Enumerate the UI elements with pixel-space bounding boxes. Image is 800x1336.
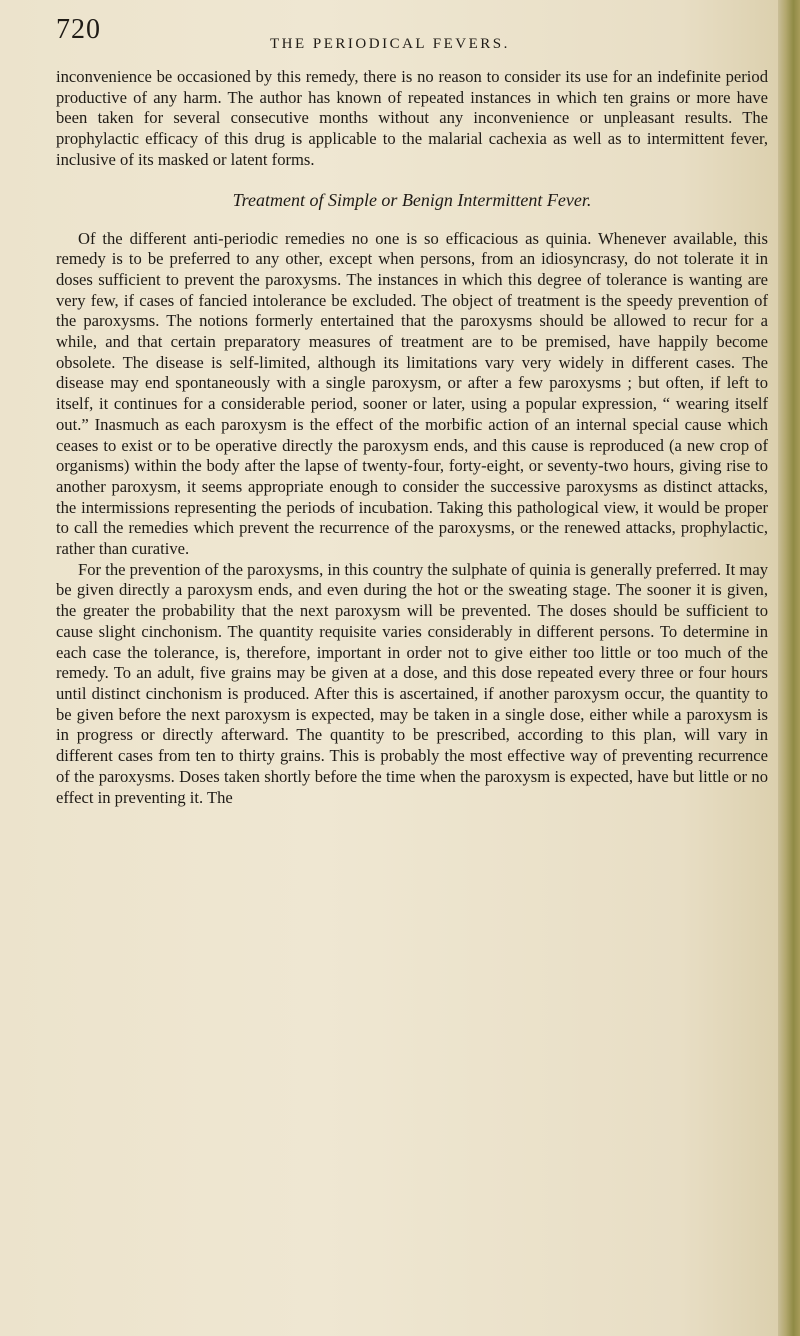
- page-edge-shadow: [778, 0, 800, 1336]
- section-heading: Treatment of Simple or Benign Intermittent Fever.: [232, 189, 592, 210]
- page-header: [56, 14, 776, 54]
- body-text: [56, 67, 768, 808]
- paragraph-2: Of the different anti-periodic remedies no one is so efficacious as quinia. Whenever available, this remedy is to be preferred to any other, except when persons, from an idiosyncrasy, do not tolerate it in doses sufficient to prevent the paroxysms. The instances in which this degree of tolerance is wanting are very few, if cases of fancied intolerance be excluded. The object of treatment is the speedy prevention of the paroxysms. The notions formerly entertained that the paroxysms should be allowed to recur for a while, and that certain preparatory measures of treatment are to be premised, have happily become obsolete. The disease is self-limited, although its limitations vary very widely in different cases. The disease may end spontaneously with a single paroxysm, or after a few paroxysms ; but often, if left to itself, it continues for a considerable period, sooner or later, using a popular expression, “ wearing itself out.” Inasmuch as each paroxysm is the effect of the morbific action of an internal special cause which ceases to exist or to be operative directly the paroxysm ends, and this cause is reproduced (a new crop of organisms) within the body after the lapse of twenty-four, forty-eight, or seventy-two hours, giving rise to another paroxysm, it seems appropriate enough to consider the successive paroxysms as distinct attacks, the intermissions representing the periods of incubation. Taking this pathological view, it would be proper to call the remedies which prevent the recurrence of the paroxysms, or the renewed attacks, prophylactic, rather than curative.: [56, 228, 768, 559]
- paragraph-1: inconvenience be occasioned by this remedy, there is no reason to consider its use for an indefinite period productive of any harm. The author has known of repeated instances in which ten grains or more have been taken for several consecutive months without any inconvenience or unpleasant results. The prophylactic efficacy of this drug is applicable to the malarial cachexia as well as to intermittent fever, inclusive of its masked or latent forms.: [56, 67, 768, 169]
- running-head: THE PERIODICAL FEVERS.: [270, 36, 510, 52]
- page-number: 720: [56, 14, 101, 45]
- paragraph-3: For the prevention of the paroxysms, in this country the sulphate of quinia is generally preferred. It may be given directly a paroxysm ends, and even during the hot or the sweating stage. The sooner it is given, the greater the probability that the next paroxysm will be prevented. The doses should be sufficient to cause slight cinchonism. The quantity requisite varies considerably in different persons. To determine in each case the tolerance, is, therefore, important in order not to give either too little or too much of the remedy. To an adult, five grains may be given at a dose, and this dose repeated every three or four hours until distinct cinchonism is produced. After this is ascertained, if another paroxysm occur, the quantity to be given before the next paroxysm is expected, may be taken in a single dose, either while a paroxysm is in progress or directly afterward. The quantity to be prescribed, according to this plan, will vary in different cases from ten to thirty grains. This is probably the most effective way of preventing recurrence of the paroxysms. Doses taken shortly before the time when the paroxysm is expected, have but little or no effect in preventing it. The: [56, 559, 768, 807]
